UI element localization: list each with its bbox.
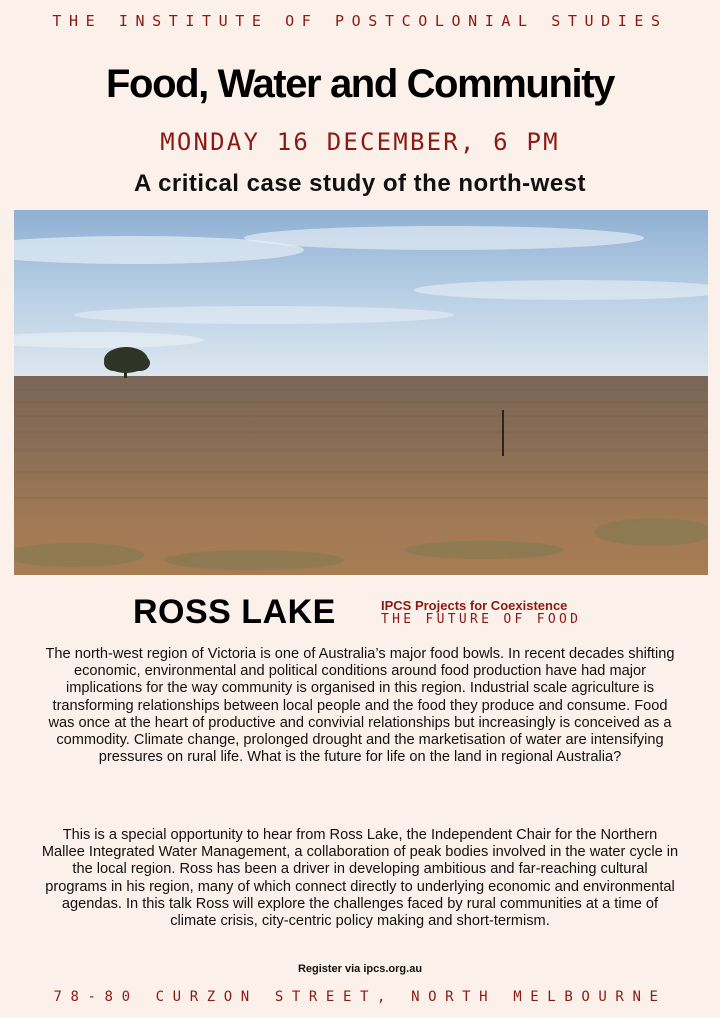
description-paragraph-1: The north-west region of Victoria is one of Australia’s major food bowls. In recent decades shifting economic, environmental and political conditions around food production have had major implications for the way community is organised in this region. Industrial scale agriculture is transforming relationships between local people and the food they produce and consume. Food was once at the heart of productive and convivial relationships but increasingly is conceived as a commodity. Climate change, prolonged drought and the marketisation of water are intensifying pressures on rural life. What is the future for life on the land in regional Australia?	[45, 646, 675, 766]
project-subtitle: THE FUTURE OF FOOD	[381, 612, 582, 627]
project-title: IPCS Projects for Coexistence	[381, 598, 568, 613]
speaker-name: ROSS LAKE	[133, 593, 336, 631]
landscape-photo	[14, 210, 708, 575]
registration-link[interactable]: Register via ipcs.org.au	[297, 963, 423, 975]
event-date: MONDAY 16 DECEMBER, 6 PM	[160, 128, 560, 156]
venue-address: 78-80 CURZON STREET, NORTH MELBOURNE	[53, 989, 667, 1005]
event-title: Food, Water and Community	[106, 62, 614, 106]
institute-name: THE INSTITUTE OF POSTCOLONIAL STUDIES	[52, 12, 668, 30]
event-subtitle: A critical case study of the north-west	[133, 170, 587, 197]
description-paragraph-2: This is a special opportunity to hear from Ross Lake, the Independent Chair for the Northern Mallee Integrated Water Management, a collaboration of peak bodies involved in the water cycle in the local region. Ross has been a driver in developing ambitious and far-reaching cultural programs in his region, many of which connect directly to underlying economic and environmental agendas. In this talk Ross will explore the challenges faced by rural communities at a time of climate crisis, city-centric policy making and short-termism.	[41, 827, 679, 930]
